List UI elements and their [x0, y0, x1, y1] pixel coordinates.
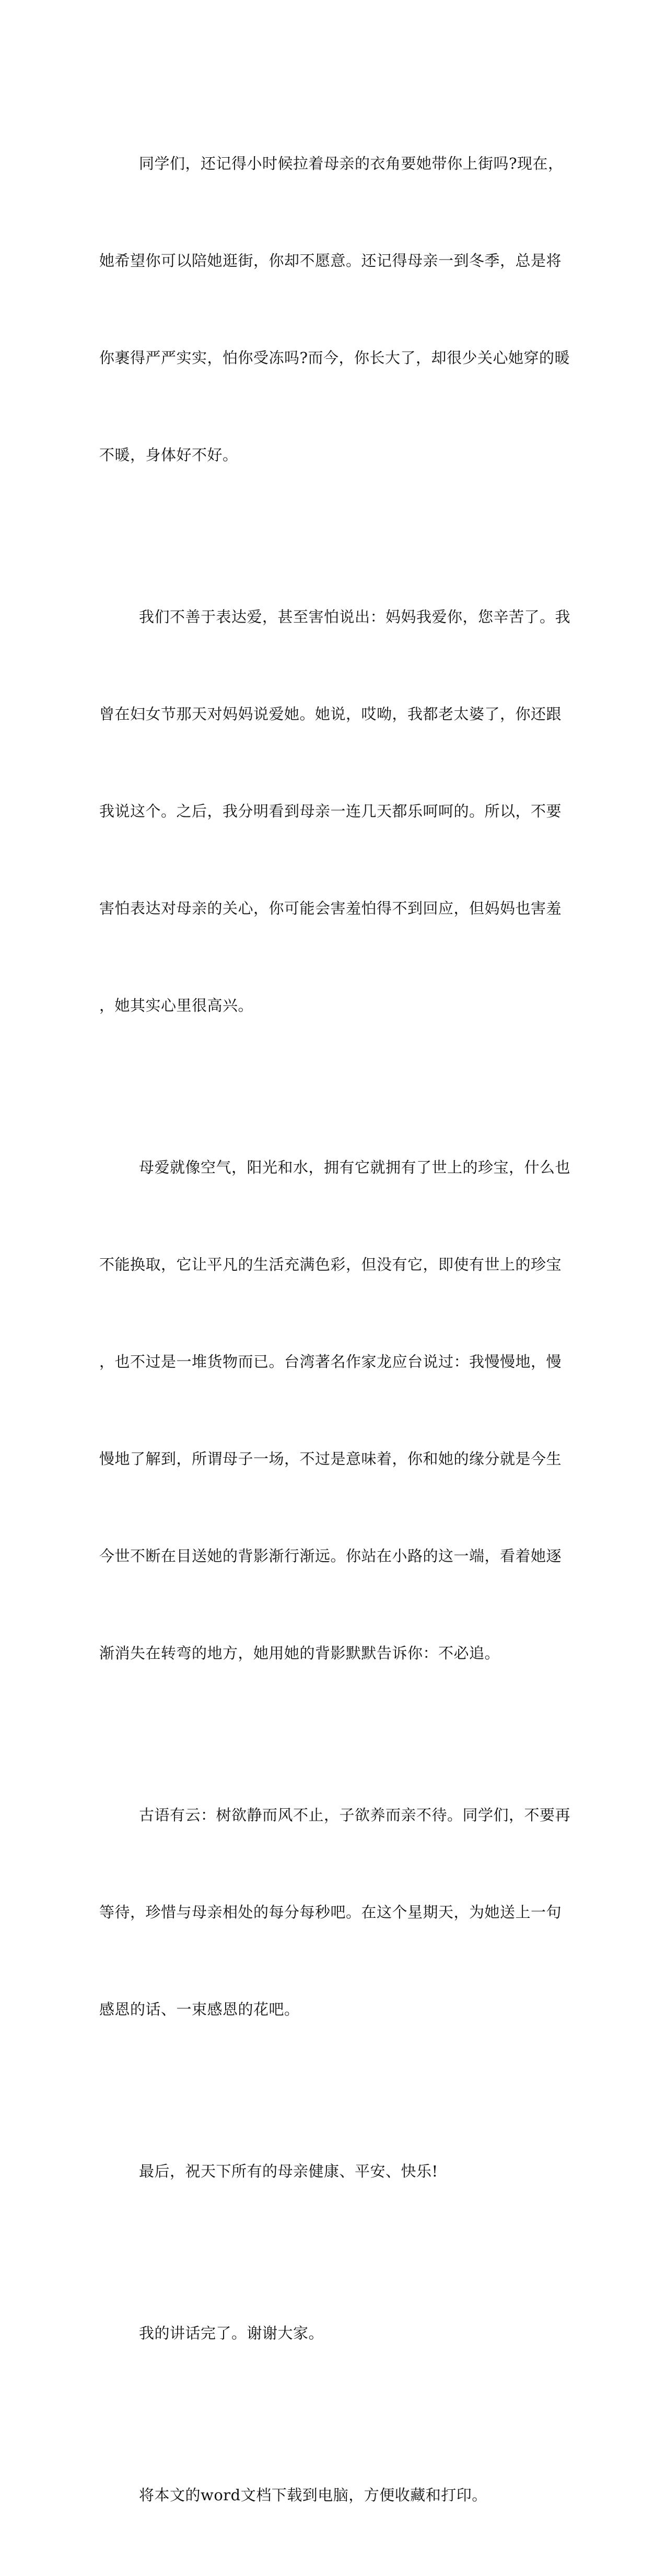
text-line: 不能换取，它让平凡的生活充满色彩，但没有它，即使有世上的珍宝: [99, 1256, 562, 1273]
text-line: 我说这个。之后，我分明看到母亲一连几天都乐呵呵的。所以，不要: [99, 802, 562, 820]
paragraph-5: [99, 2090, 569, 2252]
paragraph-4: [99, 1734, 569, 2090]
document-body: [99, 83, 569, 2576]
text-line: ，她其实心里很高兴。: [99, 997, 254, 1014]
text-line: 感恩的话、一束感恩的花吧。: [99, 2000, 300, 2018]
text-line: 渐消失在转弯的地方，她用她的背影默默告诉你：不必追。: [99, 1644, 500, 1662]
paragraph-2: [99, 536, 569, 1086]
text-line: 她希望你可以陪她逛街，你却不愿意。还记得母亲一到冬季，总是将: [99, 252, 562, 270]
text-line: 害怕表达对母亲的关心，你可能会害羞怕得不到回应，但妈妈也害羞: [99, 899, 562, 917]
text-line: 等待，珍惜与母亲相处的每分每秒吧。在这个星期天，为她送上一句: [99, 1903, 562, 1921]
text-line: ，也不过是一堆货物而已。台湾著名作家龙应台说过：我慢慢地，慢: [99, 1353, 562, 1371]
paragraph-3: [99, 1086, 569, 1734]
text-line: 将本文的word文档下载到电脑，方便收藏和打印。: [139, 2486, 487, 2504]
text-line: 你裹得严严实实，怕你受冻吗?而今，你长大了，却很少关心她穿的暖: [99, 349, 570, 367]
text-line: 母爱就像空气，阳光和水，拥有它就拥有了世上的珍宝，什么也: [139, 1158, 571, 1176]
text-line: 同学们，还记得小时候拉着母亲的衣角要她带你上街吗?现在，: [139, 155, 564, 172]
text-line: 慢地了解到，所谓母子一场，不过是意味着，你和她的缘分就是今生: [99, 1450, 562, 1468]
paragraph-6: [99, 2252, 569, 2414]
text-line: 最后，祝天下所有的母亲健康、平安、快乐!: [139, 2162, 438, 2180]
text-line: 不暖，身体好不好。: [99, 446, 238, 464]
text-line: 古语有云：树欲静而风不止，子欲养而亲不待。同学们，不要再: [139, 1806, 571, 1824]
text-line: 我们不善于表达爱，甚至害怕说出：妈妈我爱你，您辛苦了。我: [139, 608, 571, 626]
paragraph-1: [99, 83, 569, 536]
text-line: 今世不断在目送她的背影渐行渐远。你站在小路的这一端，看着她逐: [99, 1547, 562, 1565]
text-line: 曾在妇女节那天对妈妈说爱她。她说，哎呦，我都老太婆了，你还跟: [99, 705, 562, 723]
text-line: 我的讲话完了。谢谢大家。: [139, 2324, 324, 2342]
paragraph-7: [99, 2414, 569, 2576]
